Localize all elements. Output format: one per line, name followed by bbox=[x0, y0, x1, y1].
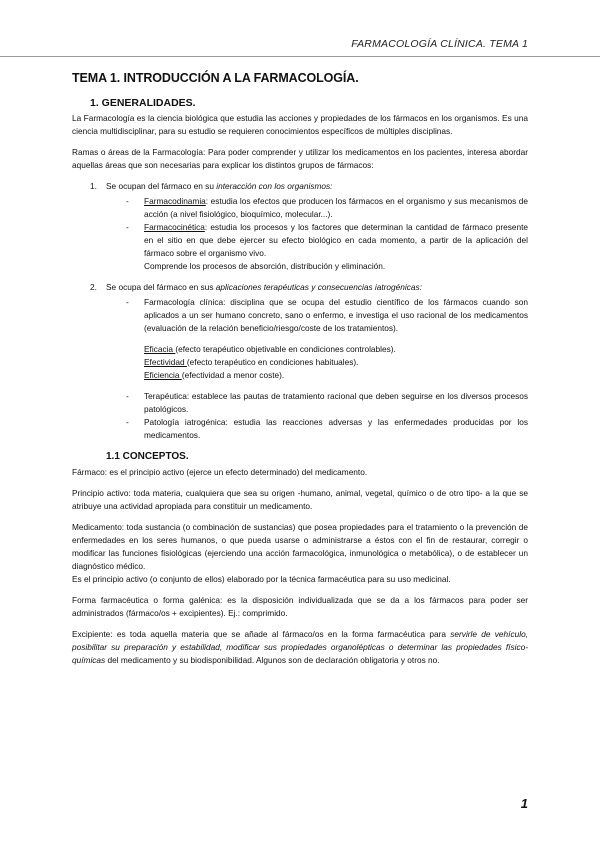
list-item-2 bbox=[72, 281, 528, 294]
term: Farmacocinética bbox=[144, 222, 205, 232]
def-principio-activo: Principio activo: toda materia, cualquiera que sea su origen -humano, animal, vegetal, químico o de otro tipo- a la que se atribuye una actividad apropiada para constituir un medicamento. bbox=[72, 488, 528, 511]
bullet-farmacologia-clinica bbox=[72, 296, 528, 335]
bullet-farmacodinamia bbox=[72, 195, 528, 221]
bullet-text: Patología iatrogénica: estudia las reacciones adversas y las enfermedades producidas por los medicamentos. bbox=[144, 417, 528, 440]
excipiente-italic: servirle de vehículo, posibilitar su preparación y estabilidad, modificar sus propiedades organolépticas o determinar las propiedades físico-químicas bbox=[72, 629, 528, 665]
ramas-paragraph: Ramas o áreas de la Farmacología: Para poder comprender y utilizar los medicamentos en los pacientes, interesa abordar aquellas áreas que son necesarias para explicar los distintos grupos de fármacos: bbox=[72, 147, 528, 170]
term-text: (efecto terapéutico en condiciones habituales). bbox=[186, 357, 359, 367]
bullet-terapeutica bbox=[72, 390, 528, 416]
def-medicamento: Medicamento: toda sustancia (o combinación de sustancias) que posea propiedades para el tratamiento o la prevención de enfermedades en los seres humanos, o que pueda usarse o administrarse a éstos con el fin de restaurar, corregir o modificar las funciones fisiológicas (ejerciendo una acción farmacológica, inmunológica o metabólica), o de establecer un diagnóstico médico. bbox=[72, 522, 528, 571]
excipiente-text: Excipiente: es toda aquella materia que se añade al fármaco/os en la forma farmacéutica para bbox=[72, 629, 451, 639]
excipiente-text-end: del medicamento y su biodisponibilidad. Algunos son de declaración obligatoria y otros no. bbox=[105, 655, 440, 665]
bullet-text: Farmacología clínica: disciplina que se ocupa del estudio científico de los fármacos cuando son aplicados a un ser humano concreto, sano o enfermo, e investiga el uso racional de los medicamentos (evaluación de la relación beneficio/riesgo/coste de los tratamientos). bbox=[144, 297, 528, 333]
bullet-farmacocinetica bbox=[72, 221, 528, 260]
header-rule bbox=[0, 56, 600, 57]
term-efectividad bbox=[72, 356, 528, 369]
intro-paragraph: La Farmacología es la ciencia biológica que estudia las acciones y propiedades de los fármacos en los organismos. Es una ciencia multidisciplinar, para su estudio se requieren conocimientos específicos de múltiples disciplinas. bbox=[72, 113, 528, 136]
list-text: Se ocupa del fármaco en sus bbox=[106, 282, 216, 292]
term-eficacia bbox=[72, 343, 528, 356]
term-text: (efecto terapéutico objetivable en condiciones controlables). bbox=[175, 344, 396, 354]
page-title: TEMA 1. INTRODUCCIÓN A LA FARMACOLOGÍA. bbox=[72, 71, 359, 85]
section-heading-conceptos: 1.1 CONCEPTOS. bbox=[106, 451, 189, 462]
term: Efectividad bbox=[144, 357, 187, 367]
dash-bullet: - bbox=[126, 391, 129, 401]
list-text-italic: aplicaciones terapéuticas y consecuencias iatrogénicas: bbox=[215, 282, 422, 292]
note-absorcion: Comprende los procesos de absorción, distribución y eliminación. bbox=[144, 261, 386, 271]
bullet-text: Terapéutica: establece las pautas de tratamiento racional que deben seguirse en los diversos procesos patológicos. bbox=[144, 391, 528, 414]
page-number: 1 bbox=[520, 796, 528, 811]
list-number: 2. bbox=[90, 282, 97, 292]
term: Farmacodinamia bbox=[144, 196, 206, 206]
dash-bullet: - bbox=[126, 297, 129, 307]
section-heading-generalidades: 1. GENERALIDADES. bbox=[90, 97, 196, 109]
def-medicamento-2: Es el principio activo (o conjunto de ellos) elaborado por la técnica farmacéutica para su uso medicinal. bbox=[72, 574, 451, 584]
def-forma-farmaceutica: Forma farmacéutica o forma galénica: es la disposición individualizada que se da a los fármacos para poder ser administrados (fármaco/os + excipientes). Ej.: comprimido. bbox=[72, 595, 528, 618]
dash-bullet: - bbox=[126, 222, 129, 232]
term: Eficiencia bbox=[144, 370, 182, 380]
term: Eficacia bbox=[144, 344, 176, 354]
running-header: FARMACOLOGÍA CLÍNICA. TEMA 1 bbox=[351, 38, 528, 50]
term-eficiencia bbox=[72, 369, 528, 382]
def-excipiente bbox=[72, 628, 528, 667]
term-text: : estudia los procesos y los factores que determinan la cantidad de fármaco presente en el sitio en que debe ejercer su efecto biológico en cada momento, a partir de la aplicación del fármaco sobre el organismo vivo. bbox=[144, 222, 528, 258]
term-text: (efectividad a menor coste). bbox=[181, 370, 285, 380]
dash-bullet: - bbox=[126, 196, 129, 206]
page-content bbox=[72, 70, 528, 675]
list-item-1 bbox=[72, 180, 528, 193]
list-text-italic: interacción con los organismos: bbox=[216, 181, 333, 191]
dash-bullet: - bbox=[126, 417, 129, 427]
bullet-patologia-iatrogenica bbox=[72, 416, 528, 442]
def-farmaco: Fármaco: es el principio activo (ejerce un efecto determinado) del medicamento. bbox=[72, 467, 368, 477]
list-text: Se ocupan del fármaco en su bbox=[106, 181, 217, 191]
list-number: 1. bbox=[90, 181, 97, 191]
term-text: : estudia los efectos que producen los fármacos en el organismo y sus mecanismos de acción (a nivel fisiológico, bioquímico, molecular...). bbox=[144, 196, 528, 219]
